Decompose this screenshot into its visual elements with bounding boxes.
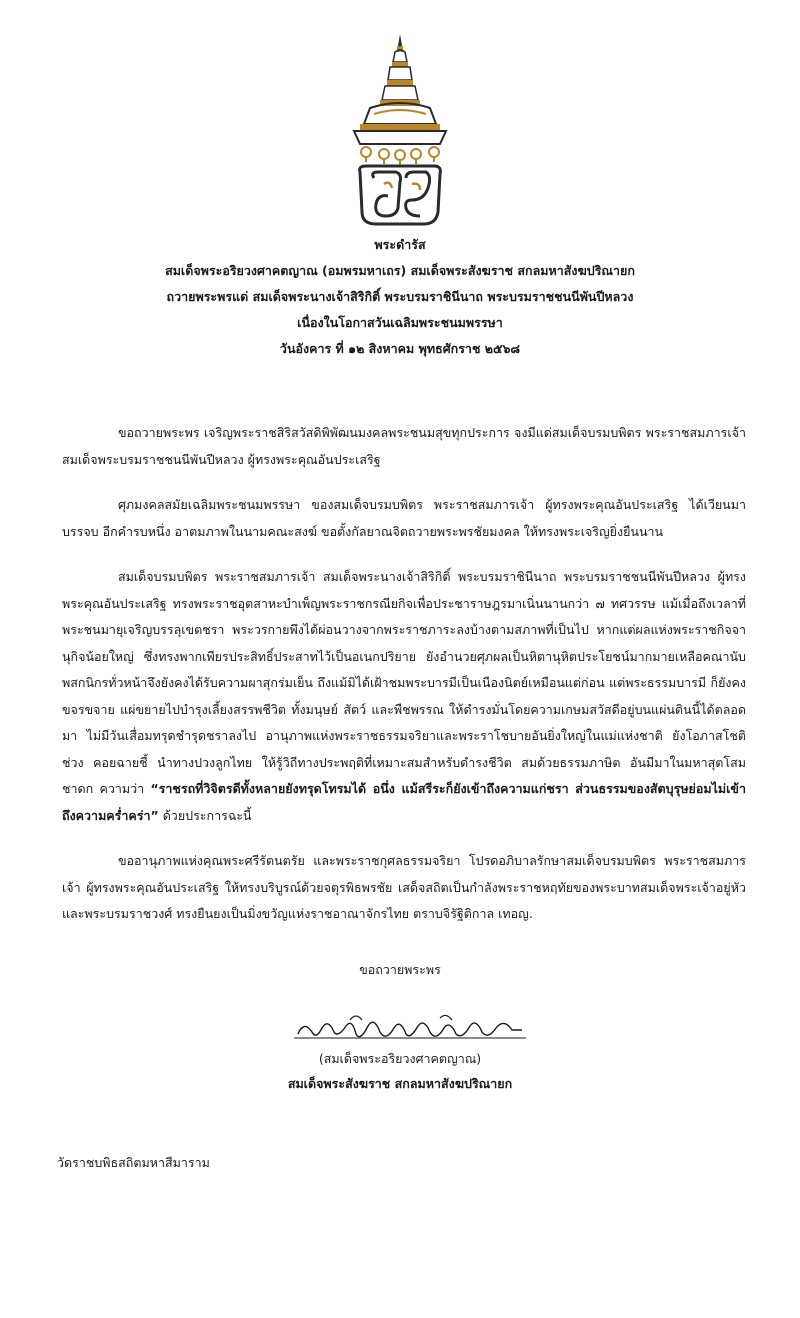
header-occasion-line: เนื่องในโอกาสวันเฉลิมพระชนมพรรษา	[297, 315, 503, 330]
paragraph-3-main: สมเด็จบรมบพิตร พระราชสมภารเจ้า สมเด็จพระนางเจ้าสิริกิติ์ พระบรมราชินีนาถ พระบรมราชชนนีพันปีหลวง ผู้ทรงพระคุณอันประเสริฐ ทรงพระราชอุตสาหะบำเพ็ญพระราชกรณียกิจเพื่อประชาราษฎรมาเนิ่นนานกว่า ๗ ทศวรรษ แม้เมื่อถึงเวลาที่พระชนมายุเจริญบรรลุเขตชรา พระวรกายพึงได้ผ่อนวางจากพระราชภาระลงบ้างตามสภาพที่เป็นไป หากแต่ผลแห่งพระราชกิจจานุกิจน้อยใหญ่ ซึ่งทรงพากเพียรประสิทธิ์ประสาทไว้เป็นอเนกปริยาย ยังอำนวยศุภผลเป็นหิตานุหิตประโยชน์มากมายเหลือคณานับ พสกนิกรทั่วหน้าจึงยังคงได้รับความผาสุกร่มเย็น ถึงแม้มิได้เฝ้าชมพระบารมีเป็นเนืองนิตย์เหมือนแต่ก่อน แต่พระธรรมบารมี ก็ยังคงขจรขจาย แผ่ขยายไปบำรุงเลี้ยงสรรพชีวิต ทั้งมนุษย์ สัตว์ และพืชพรรณ ให้ดำรงมั่นโดยความเกษมสวัสดีอยู่บนแผ่นดินนี้ได้ตลอดมา ไม่มีวันเสื่อมทรุดชำรุดชราลงไป อานุภาพแห่งพระราชธรรมจริยาและพระราโชบายอันยิ่งใหญ่ในแม่แห่งชาติ ยังโอภาสโชติช่วง คอยฉายชี้ นำทางปวงลูกไทย ให้รู้วิถีทางประพฤติที่เหมาะสมสำหรับดำรงชีวิต สมด้วยธรรมภาษิต อันมีมาในมหาสุตโสมชาดก ความว่า	[62, 569, 746, 796]
header-decree-label: พระดำรัส	[374, 237, 426, 252]
paragraph-1: ขอถวายพระพร เจริญพระราชสิริสวัสดิพิพัฒนมงคลพระชนมสุขทุกประการ จงมีแด่สมเด็จบรมบพิตร พระราชสมภารเจ้า สมเด็จพระบรมราชชนนีพันปีหลวง ผู้ทรงพระคุณอันประเสริฐ	[62, 425, 746, 467]
decree-body	[62, 420, 746, 947]
decree-header	[60, 232, 740, 362]
sangharaja-emblem-icon	[340, 32, 460, 228]
handwritten-signature	[290, 1008, 530, 1048]
paragraph-4: ขออานุภาพแห่งคุณพระศรีรัตนตรัย และพระราชกุศลธรรมจริยา โปรดอภิบาลรักษาสมเด็จบรมบพิตร พระราชสมภารเจ้า ผู้ทรงพระคุณอันประเสริฐ ให้ทรงบริบูรณ์ด้วยจตุรพิธพรชัย เสด็จสถิตเป็นกำลังพระราชหฤทัยของพระบาทสมเด็จพระเจ้าอยู่หัว และพระบรมราชวงศ์ ทรงยืนยงเป็นมิ่งขวัญแห่งราชอาณาจักรไทย ตราบจิรัฐิติกาล เทอญ.	[62, 853, 746, 921]
paragraph-3	[62, 564, 746, 829]
closing-salutation: ขอถวายพระพร	[359, 962, 441, 977]
paragraph-2: ศุภมงคลสมัยเฉลิมพระชนมพรรษา ของสมเด็จบรมบพิตร พระราชสมภารเจ้า ผู้ทรงพระคุณอันประเสริฐ ได้เวียนมาบรรจบ อีกคำรบหนึ่ง อาตมภาพในนามคณะสงฆ์ ขอตั้งกัลยาณจิตถวายพระพรชัยมงคล ให้ทรงพระเจริญยิ่งยืนนาน	[62, 497, 746, 539]
paragraph-3-quote: “ราชรถที่วิจิตรดีทั้งหลายยังทรุดโทรมได้ อนึ่ง แม้สรีระก็ยังเข้าถึงความแก่ชรา ส่วนธรรมของสัตบุรุษย่อมไม่เข้าถึงความคร่ำคร่า”	[62, 781, 746, 823]
header-blessing-line: ถวายพระพรแด่ สมเด็จพระนางเจ้าสิริกิติ์ พระบรมราชินีนาถ พระบรมราชชนนีพันปีหลวง	[166, 289, 634, 304]
header-date-line: วันอังคาร ที่ ๑๒ สิงหาคม พุทธศักราช ๒๕๖๘	[279, 341, 521, 356]
signatory-block	[60, 1046, 740, 1096]
header-supreme-patriarch-line: สมเด็จพระอริยวงศาคตญาณ (อมพรมหาเถร) สมเด็จพระสังฆราช สกลมหาสังฆปริณายก	[165, 263, 635, 278]
temple-footer: วัดราชบพิธสถิตมหาสีมาราม	[57, 1155, 210, 1170]
signatory-title: สมเด็จพระสังฆราช สกลมหาสังฆปริณายก	[287, 1076, 513, 1091]
paragraph-3-end: ด้วยประการฉะนี้	[158, 807, 252, 823]
signatory-name: (สมเด็จพระอริยวงศาคตญาณ)	[318, 1051, 482, 1066]
